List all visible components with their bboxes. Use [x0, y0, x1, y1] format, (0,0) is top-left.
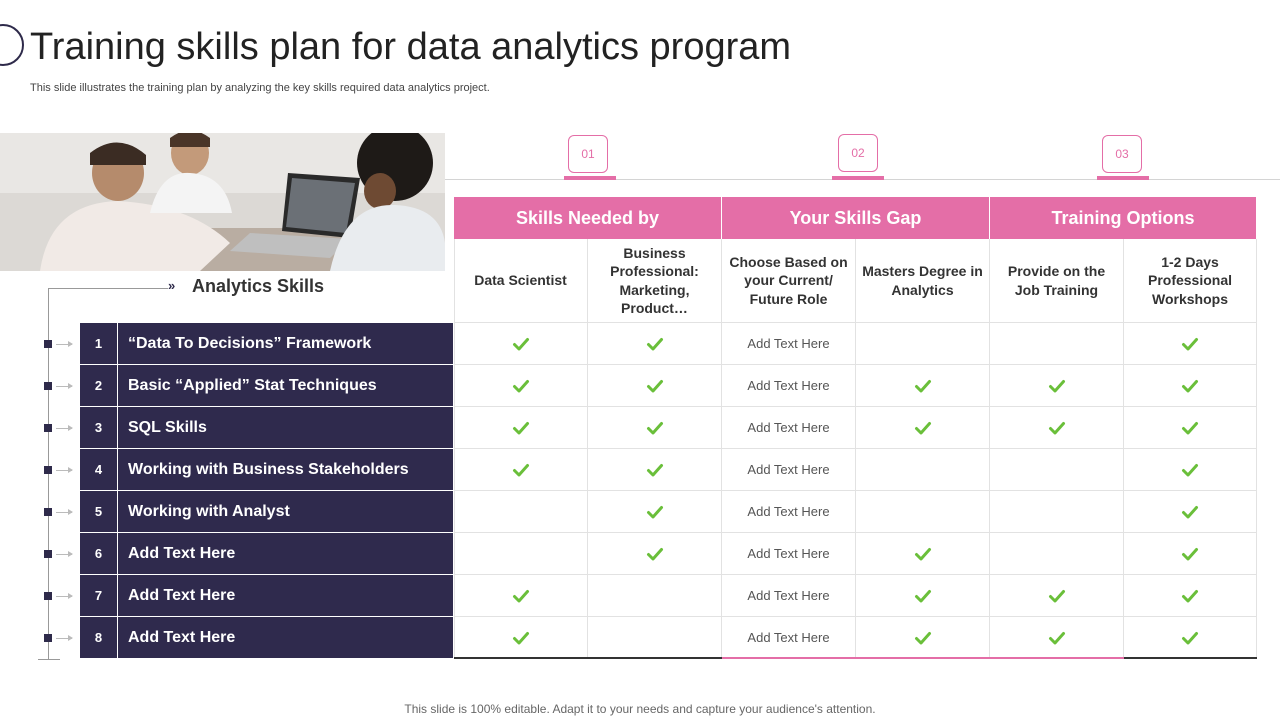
checkmark-icon	[1124, 575, 1257, 617]
step-bar-3	[1097, 176, 1149, 180]
checkmark-icon	[588, 533, 722, 575]
team-meeting-photo	[0, 133, 445, 271]
checkmark-icon	[990, 365, 1124, 407]
skill-row	[80, 323, 453, 364]
page-subtitle: This slide illustrates the training plan by analyzing the key skills required data analytics project.	[30, 82, 490, 94]
skill-number: 5	[80, 491, 118, 532]
timeline-end	[38, 659, 60, 660]
step-badge-1: 01	[568, 135, 608, 173]
checkmark-icon	[588, 491, 722, 533]
step-badge-3: 03	[1102, 135, 1142, 173]
skill-number: 2	[80, 365, 118, 406]
page-title: Training skills plan for data analytics program	[30, 26, 792, 68]
skill-row	[80, 617, 453, 658]
table-cell-text: Add Text Here	[722, 617, 856, 659]
timeline-connector	[48, 288, 168, 289]
arrow-right-icon	[56, 596, 72, 597]
table-cell-text: Add Text Here	[722, 323, 856, 365]
step-badge-2: 02	[838, 134, 878, 172]
table-cell-text: Add Text Here	[722, 533, 856, 575]
skill-number: 3	[80, 407, 118, 448]
group-header: Skills Needed by	[454, 197, 722, 239]
skill-row	[80, 575, 453, 616]
timeline-dot	[44, 592, 52, 600]
table-cell-empty	[588, 617, 722, 659]
skill-number: 4	[80, 449, 118, 490]
skill-name: Working with Analyst	[128, 502, 290, 520]
table-cell-empty	[990, 449, 1124, 491]
skill-name: Add Text Here	[128, 628, 236, 646]
skill-number: 7	[80, 575, 118, 616]
table-cell-empty	[588, 575, 722, 617]
table-cell-empty	[990, 323, 1124, 365]
footer-note: This slide is 100% editable. Adapt it to your needs and capture your audience's attention.	[404, 702, 876, 716]
skill-row	[80, 533, 453, 574]
checkmark-icon	[454, 323, 588, 365]
corner-circle-decoration	[0, 24, 24, 66]
timeline-dot	[44, 424, 52, 432]
checkmark-icon	[990, 575, 1124, 617]
checkmark-icon	[588, 449, 722, 491]
checkmark-icon	[856, 575, 990, 617]
checkmark-icon	[454, 617, 588, 659]
skill-name: Working with Business Stakeholders	[128, 460, 409, 478]
timeline-dot	[44, 382, 52, 390]
table-cell-empty	[454, 491, 588, 533]
checkmark-icon	[990, 617, 1124, 659]
column-header: Choose Based on your Current/ Future Role	[722, 239, 856, 323]
arrow-right-icon	[56, 554, 72, 555]
double-chevron-right-icon: »	[168, 278, 176, 293]
skill-name: Add Text Here	[128, 544, 236, 562]
timeline-dot	[44, 508, 52, 516]
table-cell-text: Add Text Here	[722, 449, 856, 491]
checkmark-icon	[1124, 323, 1257, 365]
arrow-right-icon	[56, 386, 72, 387]
column-header: Business Professional: Marketing, Product…	[588, 239, 722, 323]
checkmark-icon	[454, 449, 588, 491]
table-cell-text: Add Text Here	[722, 491, 856, 533]
column-header: 1-2 Days Professional Workshops	[1124, 239, 1257, 323]
checkmark-icon	[856, 365, 990, 407]
table-bottom-border	[454, 657, 722, 659]
analytics-skills-heading: Analytics Skills	[192, 276, 325, 296]
checkmark-icon	[1124, 365, 1257, 407]
checkmark-icon	[1124, 533, 1257, 575]
step-bar-1	[564, 176, 616, 180]
skill-number: 8	[80, 617, 118, 658]
step-bar-2	[832, 176, 884, 180]
skill-row	[80, 491, 453, 532]
skill-name: “Data To Decisions” Framework	[128, 334, 372, 352]
column-header: Data Scientist	[454, 239, 588, 323]
table-cell-text: Add Text Here	[722, 365, 856, 407]
skill-number: 1	[80, 323, 118, 364]
checkmark-icon	[856, 617, 990, 659]
timeline-dot	[44, 550, 52, 558]
checkmark-icon	[990, 407, 1124, 449]
checkmark-icon	[1124, 617, 1257, 659]
table-bottom-border	[722, 657, 990, 659]
table-bottom-border	[990, 657, 1124, 659]
checkmark-icon	[588, 407, 722, 449]
skill-number: 6	[80, 533, 118, 574]
table-cell-text: Add Text Here	[722, 407, 856, 449]
checkmark-icon	[454, 407, 588, 449]
table-cell-empty	[990, 533, 1124, 575]
arrow-right-icon	[56, 344, 72, 345]
skill-row	[80, 449, 453, 490]
table-cell-empty	[454, 533, 588, 575]
arrow-right-icon	[56, 512, 72, 513]
timeline-dot	[44, 634, 52, 642]
skill-name: Add Text Here	[128, 586, 236, 604]
checkmark-icon	[1124, 449, 1257, 491]
column-header: Masters Degree in Analytics	[856, 239, 990, 323]
checkmark-icon	[588, 365, 722, 407]
checkmark-icon	[856, 407, 990, 449]
table-cell-empty	[856, 449, 990, 491]
checkmark-icon	[856, 533, 990, 575]
checkmark-icon	[454, 365, 588, 407]
skill-row	[80, 407, 453, 448]
arrow-right-icon	[56, 428, 72, 429]
checkmark-icon	[1124, 407, 1257, 449]
table-cell-empty	[856, 491, 990, 533]
checkmark-icon	[1124, 491, 1257, 533]
group-header: Training Options	[990, 197, 1257, 239]
table-cell-empty	[990, 491, 1124, 533]
table-bottom-border	[1124, 657, 1257, 659]
arrow-right-icon	[56, 470, 72, 471]
table-cell-text: Add Text Here	[722, 575, 856, 617]
skill-row	[80, 365, 453, 406]
column-header: Provide on the Job Training	[990, 239, 1124, 323]
checkmark-icon	[454, 575, 588, 617]
skill-name: SQL Skills	[128, 418, 207, 436]
checkmark-icon	[588, 323, 722, 365]
timeline-dot	[44, 340, 52, 348]
arrow-right-icon	[56, 638, 72, 639]
timeline-dot	[44, 466, 52, 474]
table-cell-empty	[856, 323, 990, 365]
skill-name: Basic “Applied” Stat Techniques	[128, 376, 377, 394]
group-header: Your Skills Gap	[722, 197, 990, 239]
